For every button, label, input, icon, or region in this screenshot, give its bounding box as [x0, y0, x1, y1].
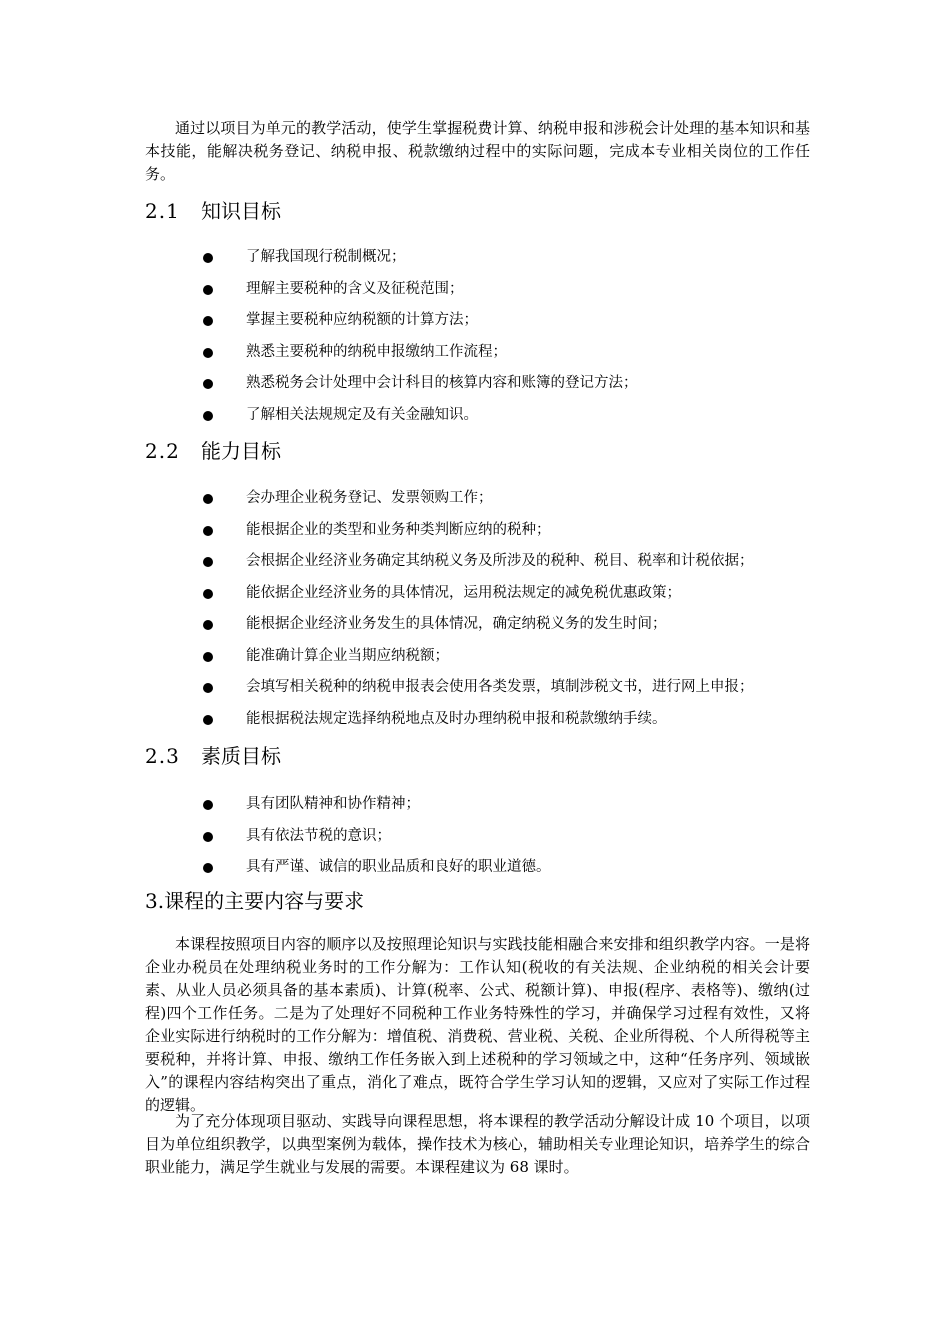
section-3-heading: 3.课程的主要内容与要求	[145, 889, 365, 913]
bullet-icon	[203, 715, 213, 725]
section-2-3-number: 2.3	[145, 744, 180, 768]
list-item: 了解我国现行税制概况；	[200, 242, 820, 274]
bullet-icon	[203, 411, 213, 421]
list-item: 会办理企业税务登记、发票领购工作；	[200, 483, 820, 515]
list-item: 能根据企业经济业务发生的具体情况，确定纳税义务的发生时间；	[200, 609, 820, 641]
bullet-icon	[203, 800, 213, 810]
section-2-1-number: 2.1	[145, 199, 180, 223]
section-2-1-heading	[145, 198, 281, 224]
bullet-icon	[203, 620, 213, 630]
list-item: 具有团队精神和协作精神；	[200, 789, 820, 821]
section-3-paragraph-1: 本课程按照项目内容的顺序以及按照理论知识与实践技能相融合来安排和组织教学内容。一是将企业办税员在处理纳税业务时的工作分解为：工作认知(税收的有关法规、企业纳税的相关会计要素、从业人员必须具备的基本素质)、计算(税率、公式、税额计算)、申报(程序、表格等)、缴纳(过程)四个工作任务。二是为了处理好不同税种工作业务特殊性的学习，并确保学习过程有效性，又将企业实际进行纳税时的工作分解为：增值税、消费税、营业税、关税、企业所得税、个人所得税等主要税种，并将计算、申报、缴纳工作任务嵌入到上述税种的学习领域之中，这种“任务序列、领域嵌入”的课程内容结构突出了重点，消化了难点，既符合学生学习认知的逻辑，又应对了实际工作过程的逻辑。	[145, 935, 810, 1114]
section-2-2-number: 2.2	[145, 439, 180, 463]
bullet-icon	[203, 316, 213, 326]
bullet-icon	[203, 379, 213, 389]
intro-paragraph: 通过以项目为单元的教学活动，使学生掌握税费计算、纳税申报和涉税会计处理的基本知识和基本技能，能解决税务登记、纳税申报、税款缴纳过程中的实际问题，完成本专业相关岗位的工作任务。	[145, 119, 810, 183]
list-item: 会根据企业经济业务确定其纳税义务及所涉及的税种、税目、税率和计税依据；	[200, 546, 820, 578]
section-2-3-heading	[145, 743, 281, 769]
list-item: 掌握主要税种应纳税额的计算方法；	[200, 305, 820, 337]
list-item: 能依据企业经济业务的具体情况，运用税法规定的减免税优惠政策；	[200, 578, 820, 610]
list-item: 了解相关法规规定及有关金融知识。	[200, 400, 820, 432]
list-item: 能根据企业的类型和业务种类判断应纳的税种；	[200, 515, 820, 547]
section-2-1-title: 知识目标	[201, 199, 281, 223]
bullet-icon	[203, 253, 213, 263]
bullet-icon	[203, 863, 213, 873]
list-item: 会填写相关税种的纳税申报表会使用各类发票，填制涉税文书，进行网上申报；	[200, 672, 820, 704]
bullet-icon	[203, 494, 213, 504]
list-item: 具有严谨、诚信的职业品质和良好的职业道德。	[200, 852, 820, 884]
ability-goals-list	[200, 483, 820, 735]
list-item: 理解主要税种的含义及征税范围；	[200, 274, 820, 306]
bullet-icon	[203, 683, 213, 693]
list-item: 能根据税法规定选择纳税地点及时办理纳税申报和税款缴纳手续。	[200, 704, 820, 736]
section-2-2-heading	[145, 438, 281, 464]
bullet-icon	[203, 526, 213, 536]
section-3-paragraph-2: 为了充分体现项目驱动、实践导向课程思想，将本课程的教学活动分解设计成 10 个项目，以项目为单位组织教学，以典型案例为载体，操作技术为核心，辅助相关专业理论知识，培养学生的综合职业能力，满足学生就业与发展的需要。本课程建议为 68 课时。	[145, 1112, 810, 1176]
section-2-2-title: 能力目标	[201, 439, 281, 463]
bullet-icon	[203, 285, 213, 295]
bullet-icon	[203, 652, 213, 662]
bullet-icon	[203, 348, 213, 358]
list-item: 熟悉税务会计处理中会计科目的核算内容和账簿的登记方法；	[200, 368, 820, 400]
bullet-icon	[203, 589, 213, 599]
quality-goals-list	[200, 789, 820, 884]
list-item: 熟悉主要税种的纳税申报缴纳工作流程；	[200, 337, 820, 369]
list-item: 具有依法节税的意识；	[200, 821, 820, 853]
knowledge-goals-list	[200, 242, 820, 431]
section-2-3-title: 素质目标	[201, 744, 281, 768]
bullet-icon	[203, 832, 213, 842]
bullet-icon	[203, 557, 213, 567]
list-item: 能准确计算企业当期应纳税额；	[200, 641, 820, 673]
